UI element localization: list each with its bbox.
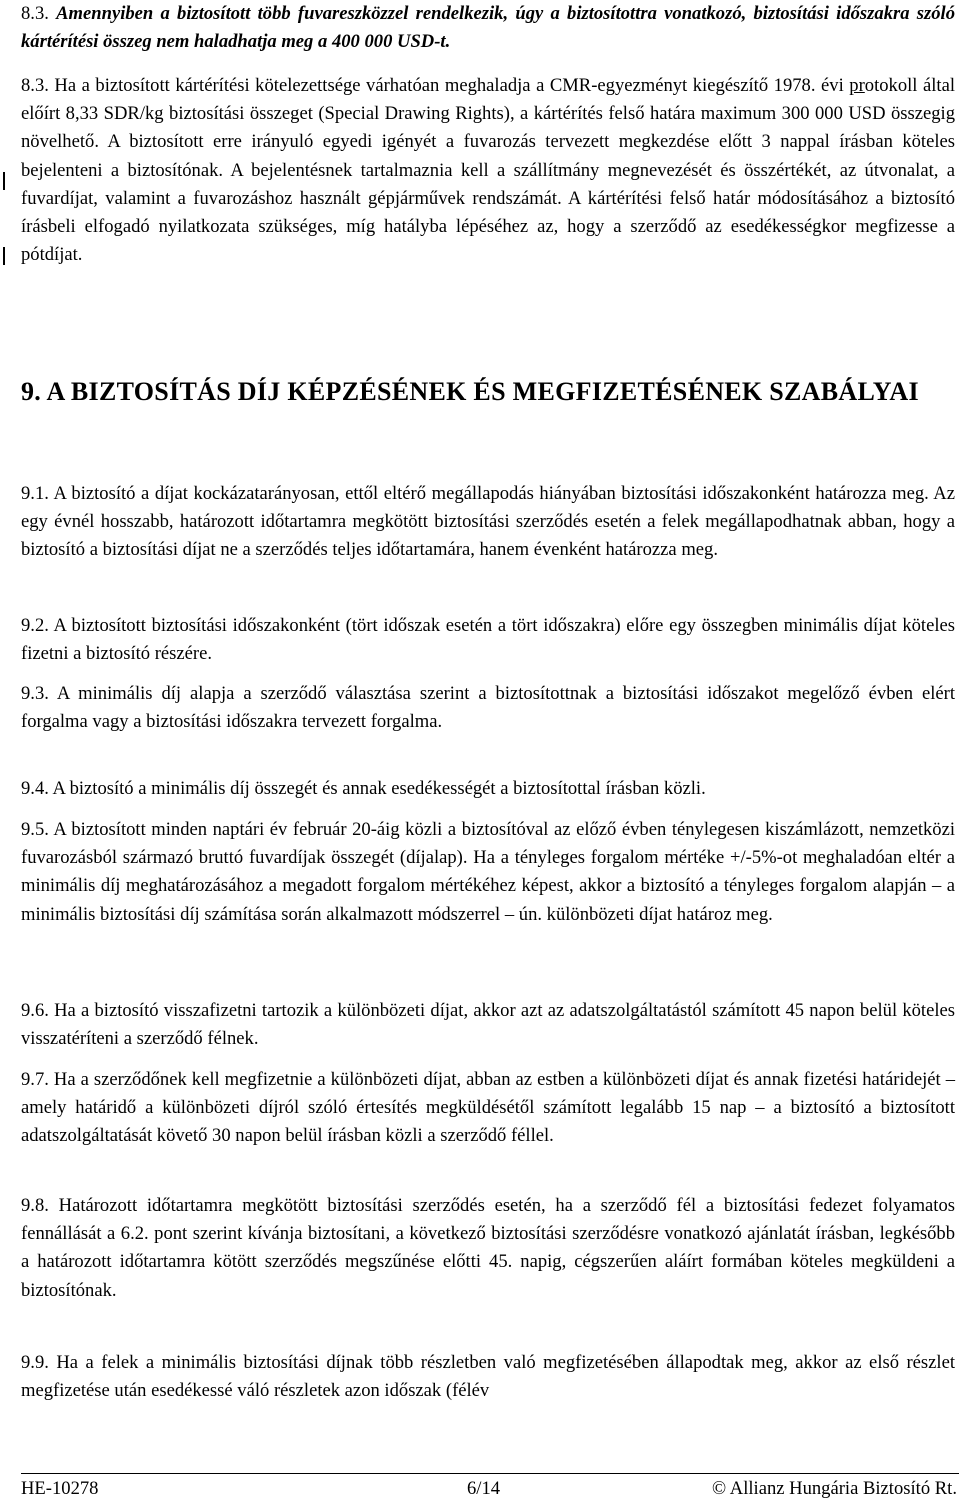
section-8-3-limit [21,0,955,56]
section-9-7 [21,1066,955,1151]
section-number: 9.2. [21,615,49,636]
underlined-text: pr [849,75,865,96]
section-number: 9.4. [21,778,49,799]
section-9-4 [21,775,706,803]
section-text: A biztosított minden naptári év február 20-áig közli a biztosítóval az előző évben ténylegesen kiszámlázott, nemzetközi fuvarozásból származó bruttó fuvardíjak összegét (díjalap). Ha a tényleges forgalom mértéke +/-5%-ot meghaladóan eltér a minimális díj meghatározásához a megadott forgalom mértékéhez képest, akkor a biztosító a tényleges forgalom alapján – a minimális biztosítási díj számítása során alkalmazott módszerrel – ún. különbözeti díjat határoz meg. [21,819,956,925]
page-footer [21,1477,959,1501]
section-number: 9.1. [21,483,49,504]
section-number: 9.3. [21,683,49,704]
section-text-part-b: otokoll által előírt 8,33 SDR/kg biztosítási összeget (Special Drawing Rights), a kártérítés felső határa maximum 300 000 USD összegig növelhető. A biztosított erre irányuló egyedi igényét a fuvarozás tervezett megkezdése előtt 3 nappal írásban köteles bejelenteni a biztosítónak. A bejelentésnek tartalmaznia kell a szállítmány megnevezését és összértékét, az útvonalat, a fuvardíjat, valamint a fuvarozáshoz használt gépjárművek rendszámát. A kártérítési felső határ módosításához a biztosító írásbeli elfogadó nyilatkozata szükséges, míg hatályba lépéséhez az, hogy a szerződő az esedékességkor megfizesse a pótdíjat. [21,75,955,266]
footer-divider [21,1473,959,1474]
copyright-notice: © Allianz Hungária Biztosító Rt. [712,1478,957,1499]
section-number: 9.9. [21,1352,49,1373]
section-number: 9.8. [21,1195,49,1216]
section-number: 9.5. [21,819,49,840]
section-number: 9.7. [21,1069,49,1090]
document-id: HE-10278 [21,1478,99,1499]
section-9-6 [21,997,955,1053]
section-9-8 [21,1192,955,1305]
section-9-9 [21,1349,955,1405]
section-text: Ha a biztosító visszafizetni tartozik a különbözeti díjat, akkor azt az adatszolgáltatástól számított 45 napon belül köteles visszatéríteni a szerződő félnek. [21,1000,956,1050]
section-text: A biztosító a díjat kockázatarányosan, ettől eltérő megállapodás hiányában biztosítási időszakonként határozza meg. Az egy évnél hosszabb, határozott időtartamra megkötött biztosítási szerződés esetén a felek megállapodhatnak abban, hogy a biztosító a biztosítási díjat ne a szerződés teljes időtartamára, hanem évenként határozza meg. [21,483,955,561]
page-number: 6/14 [467,1478,501,1499]
section-text: Amennyiben a biztosított több fuvareszközzel rendelkezik, úgy a biztosítottra vonatkozó, biztosítási időszakra szóló kártérítési összeg nem haladhatja meg a 400 000 USD-t. [21,3,956,53]
section-text: A biztosított biztosítási időszakonként (tört időszak esetén a tört időszakra) előre egy összegben minimális díjat köteles fizetni a biztosító részére. [21,615,955,665]
section-number: 8.3. [21,3,49,24]
section-text: Határozott időtartamra megkötött biztosítási szerződés esetén, ha a szerződő fél a biztosítási fedezet folyamatos fennállását a 6.2. pont szerint kívánja biztosítani, a következő biztosítási szerződésre vonatkozó ajánlatát írásban, legkésőbb a határozott időtartamra kötött szerződés megszűnése előtti 45. napig, cégszerűen aláírt formában köteles megküldeni a biztosítónak. [21,1195,956,1301]
chapter-heading: 9. A BIZTOSÍTÁS DÍJ KÉPZÉSÉNEK ÉS MEGFIZETÉSÉNEK SZABÁLYAI [21,377,919,406]
section-9-3 [21,680,955,736]
section-8-3-cmr [21,72,955,269]
section-text-part-a: Ha a biztosított kártérítési kötelezettsége várhatóan meghaladja a CMR-egyezményt kiegészítő 1978. évi [54,75,850,96]
section-text: A biztosító a minimális díj összegét és annak esedékességét a biztosítottal írásban közli. [52,778,706,799]
section-9-5 [21,816,955,929]
section-number: 9.6. [21,1000,49,1021]
section-9-2 [21,612,955,668]
section-text: A minimális díj alapja a szerződő választása szerint a biztosítottnak a biztosítási időszakot megelőző évben elért forgalma vagy a biztosítási időszakra tervezett forgalma. [21,683,956,733]
section-text: Ha a felek a minimális biztosítási díjnak több részletben való megfizetésében állapodtak meg, akkor az első részlet megfizetése után esedékessé váló részletek azon időszak (félév [21,1352,956,1402]
section-9-1 [21,480,955,565]
section-text: Ha a szerződőnek kell megfizetnie a különbözeti díjat, abban az estben a különbözeti díjat és annak fizetési határidejét – amely határidő a különbözeti díjról szóló értesítés megküldésétől számított legalább 15 nap – a biztosító a biztosított adatszolgáltatását követő 30 napon belül írásban közli a szerződő féllel. [21,1069,956,1147]
section-number: 8.3. [21,75,49,96]
revision-bar [3,247,5,265]
revision-bar [3,172,5,190]
